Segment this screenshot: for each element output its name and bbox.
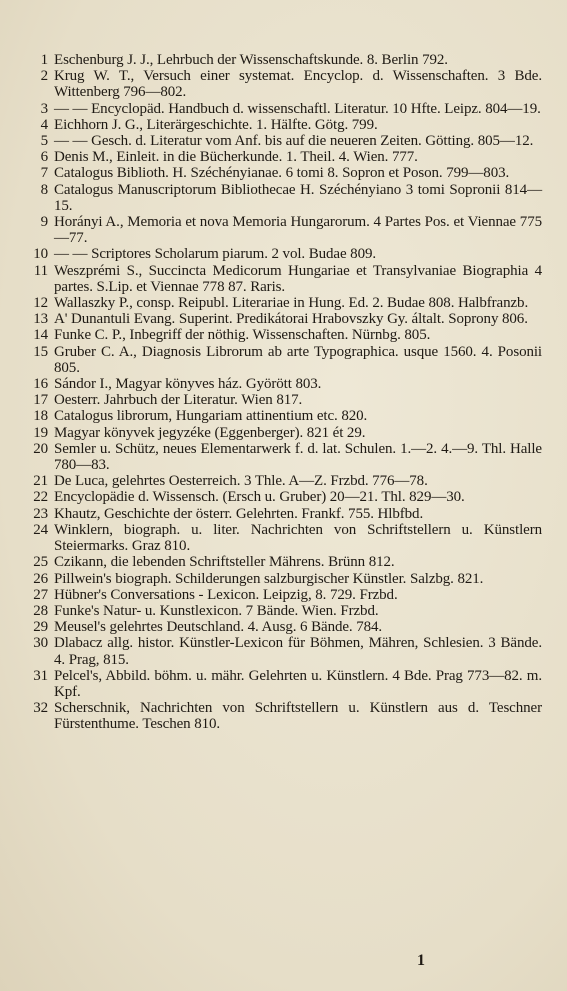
entry-text: Winklern, biograph. u. liter. Nachrichten von Schriftstellern u. Künstlern Steiermarks. Graz 810. <box>54 521 542 555</box>
entry-text: Semler u. Schütz, neues Elementarwerk f. d. lat. Schulen. 1.—2. 4.—9. Thl. Halle 780—83. <box>54 440 542 474</box>
entry-text: Czikann, die lebenden Schriftsteller Mährens. Brünn 812. <box>54 554 395 571</box>
bibliography-entry <box>30 376 542 392</box>
entry-number: 3 <box>40 100 48 117</box>
bibliography-entry <box>30 165 542 181</box>
entry-text: Funke C. P., Inbegriff der nöthig. Wissenschaften. Nürnbg. 805. <box>54 327 431 344</box>
entry-number: 10 <box>33 246 48 263</box>
entry-number: 5 <box>40 133 48 150</box>
entry-number: 20 <box>33 440 48 457</box>
bibliography-entry <box>30 133 542 149</box>
entry-number: 11 <box>33 262 48 279</box>
entry-text: Denis M., Einleit. in die Bücherkunde. 1. Theil. 4. Wien. 777. <box>54 149 418 166</box>
entry-text: Catalogus librorum, Hungariam attinentium etc. 820. <box>54 408 368 425</box>
bibliography-entry <box>30 52 542 68</box>
entry-number: 1 <box>40 52 48 68</box>
bibliography-entry <box>30 603 542 619</box>
entry-number: 19 <box>33 424 48 441</box>
entry-text: Sándor I., Magyar könyves ház. Györött 803. <box>54 376 322 393</box>
bibliography-entry <box>30 506 542 522</box>
entry-text: Eschenburg J. J., Lehrbuch der Wissenschaftskunde. 8. Berlin 792. <box>54 52 448 68</box>
entry-text: Catalogus Biblioth. H. Széchényianae. 6 tomi 8. Sopron et Poson. 799—803. <box>54 165 510 182</box>
bibliography-entry <box>30 473 542 489</box>
bibliography-entry <box>30 101 542 117</box>
entry-text: Hübner's Conversations - Lexicon. Leipzig, 8. 729. Frzbd. <box>54 586 398 603</box>
bibliography-entry <box>30 246 542 262</box>
bibliography-entry <box>30 441 542 473</box>
entry-text: Wallaszky P., consp. Reipubl. Literariae in Hung. Ed. 2. Budae 808. Halbfranzb. <box>54 295 529 312</box>
entry-text: Scherschnik, Nachrichten von Schriftstellern u. Künstlern aus d. Teschner Fürstenthume. Teschen 810. <box>54 700 542 733</box>
entry-text: A' Dunantuli Evang. Superint. Predikátorai Hrabovszky Gy. általt. Soprony 806. <box>54 311 528 328</box>
entry-number: 24 <box>33 521 48 538</box>
entry-number: 31 <box>33 667 48 684</box>
entry-text: Funke's Natur- u. Kunstlexicon. 7 Bände. Wien. Frzbd. <box>54 602 379 619</box>
entry-text: Oesterr. Jahrbuch der Literatur. Wien 817. <box>54 392 303 409</box>
entry-number: 15 <box>33 343 48 360</box>
entry-number: 32 <box>33 700 48 717</box>
bibliography-entry <box>30 554 542 570</box>
entry-text: Encyclopädie d. Wissensch. (Ersch u. Gruber) 20—21. Thl. 829—30. <box>54 489 465 506</box>
bibliography-entry <box>30 327 542 343</box>
entry-text: Dlabacz allg. histor. Künstler-Lexicon für Böhmen, Mähren, Schlesien. 3 Bände. 4. Prag, 815. <box>54 635 542 668</box>
bibliography-entry <box>30 619 542 635</box>
entry-number: 22 <box>33 489 48 506</box>
bibliography-entry <box>30 425 542 441</box>
bibliography-entry <box>30 392 542 408</box>
bibliography-entry <box>30 668 542 700</box>
entry-number: 29 <box>33 619 48 636</box>
entry-number: 4 <box>40 116 48 133</box>
bibliography-list <box>30 52 542 733</box>
entry-number: 7 <box>40 165 48 182</box>
entry-number: 13 <box>33 311 48 328</box>
entry-text: — — Scriptores Scholarum piarum. 2 vol. Budae 809. <box>54 246 377 263</box>
entry-number: 14 <box>33 327 48 344</box>
entry-text: — — Gesch. d. Literatur vom Anf. bis auf die neueren Zeiten. Götting. 805—12. <box>54 133 534 150</box>
entry-number: 16 <box>33 376 48 393</box>
bibliography-entry <box>30 149 542 165</box>
entry-text: Pelcel's, Abbild. böhm. u. mähr. Gelehrten u. Künstlern. 4 Bde. Prag 773—82. m. Kpf. <box>54 667 542 700</box>
entry-number: 8 <box>40 181 48 198</box>
entry-text: Meusel's gelehrtes Deutschland. 4. Ausg. 6 Bände. 784. <box>54 619 383 636</box>
entry-number: 17 <box>33 392 48 409</box>
entry-number: 9 <box>40 214 48 231</box>
page-number: 1 <box>417 952 425 969</box>
entry-number: 25 <box>33 554 48 571</box>
entry-text: Krug W. T., Versuch einer systemat. Encyclop. d. Wissenschaften. 3 Bde. Wittenberg 796—802. <box>54 68 542 101</box>
entry-text: Horányi A., Memoria et nova Memoria Hungarorum. 4 Partes Pos. et Viennae 775—77. <box>54 214 542 247</box>
bibliography-entry <box>30 311 542 327</box>
bibliography-entry <box>30 522 542 554</box>
entry-text: Catalogus Manuscriptorum Bibliothecae H. Széchényiano 3 tomi Sopronii 814—15. <box>54 181 542 214</box>
bibliography-entry <box>30 489 542 505</box>
entry-text: Eichhorn J. G., Literärgeschichte. 1. Hälfte. Götg. 799. <box>54 116 378 133</box>
entry-text: Pillwein's biograph. Schilderungen salzburgischer Künstler. Salzbg. 821. <box>54 570 484 587</box>
bibliography-entry <box>30 635 542 667</box>
entry-number: 2 <box>40 68 48 85</box>
bibliography-entry <box>30 182 542 214</box>
entry-number: 18 <box>33 408 48 425</box>
entry-number: 26 <box>33 570 48 587</box>
entry-text: Weszprémi S., Succincta Medicorum Hungariae et Transylvaniae Biographia 4 partes. S.Lip. et Viennae 778 87. Raris. <box>54 262 542 295</box>
bibliography-entry <box>30 408 542 424</box>
bibliography-entry <box>30 344 542 376</box>
entry-text: De Luca, gelehrtes Oesterreich. 3 Thle. A—Z. Frzbd. 776—78. <box>54 473 428 490</box>
entry-number: 27 <box>33 586 48 603</box>
entry-number: 28 <box>33 602 48 619</box>
entry-number: 21 <box>33 473 48 490</box>
bibliography-entry <box>30 571 542 587</box>
entry-text: Khautz, Geschichte der österr. Gelehrten. Frankf. 755. Hlbfbd. <box>54 505 424 522</box>
bibliography-entry <box>30 117 542 133</box>
bibliography-entry <box>30 68 542 100</box>
entry-text: — — Encyclopäd. Handbuch d. wissenschaftl. Literatur. 10 Hfte. Leipz. 804—19. <box>54 100 541 117</box>
entry-text: Magyar könyvek jegyzéke (Eggenberger). 821 ét 29. <box>54 424 366 441</box>
entry-number: 6 <box>40 149 48 166</box>
entry-text: Gruber C. A., Diagnosis Librorum ab arte Typographica. usque 1560. 4. Posonii 805. <box>54 343 542 376</box>
bibliography-entry <box>30 587 542 603</box>
entry-number: 12 <box>33 295 48 312</box>
entry-number: 23 <box>33 505 48 522</box>
bibliography-entry <box>30 295 542 311</box>
bibliography-entry <box>30 214 542 246</box>
bibliography-entry <box>30 700 542 732</box>
entry-number: 30 <box>33 635 48 652</box>
bibliography-entry <box>30 263 542 295</box>
